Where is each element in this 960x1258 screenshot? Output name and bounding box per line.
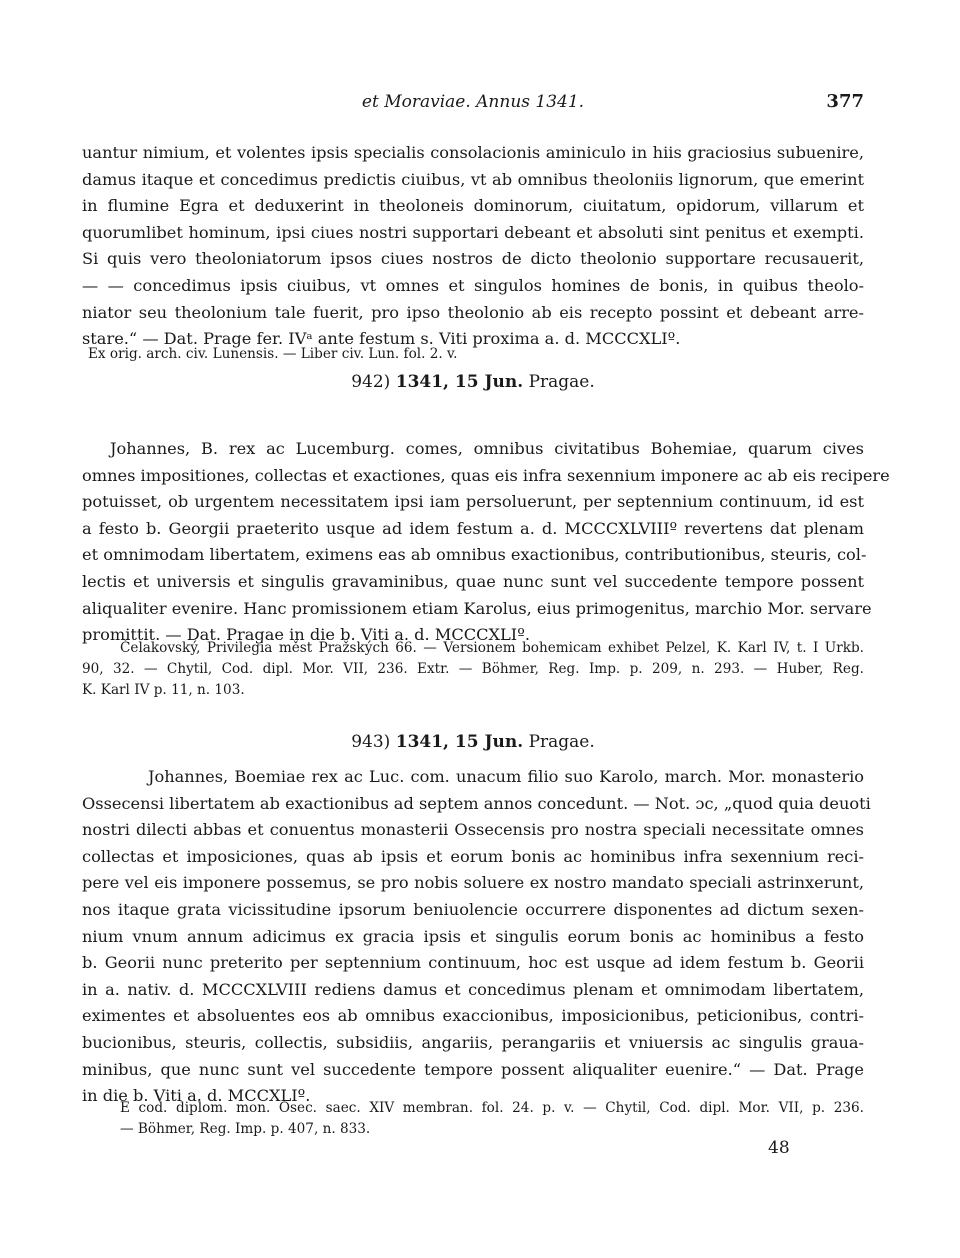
text-line: et omnimodam libertatem, eximens eas ab omnibus exactionibus, contributionibus, steuris, col- (82, 545, 867, 565)
text-line: potuisset, ob urgentem necessitatem ipsi iam persoluerunt, per septennium continuum, id est (82, 492, 864, 512)
doc-place: Pragae. (528, 732, 595, 752)
text-line: nium vnum annum adicimus ex gracia ipsis et singulis eorum bonis ac hominibus a festo (82, 926, 864, 946)
text-line: stare.“ — Dat. Prage fer. IVᵃ ante festum s. Viti proxima a. d. MCCCXLIº. (82, 329, 681, 349)
doc-number: 943) (351, 732, 391, 752)
page-number: 377 (826, 91, 864, 112)
text-line: omnes impositiones, collectas et exactiones, quas eis infra sexennium imponere ac ab eis recipere (82, 465, 890, 485)
document-page (82, 0, 890, 1258)
source-note: Čelakovský, Privilegia měst Pražských 66. — Versionem bohemicam exhibet Pelzel, K. Karl IV, t. I Urkb. (120, 640, 864, 656)
sheet-signature-number: 48 (768, 1138, 790, 1158)
text-line: lectis et universis et singulis gravaminibus, quae nunc sunt vel succedente tempore possent (82, 571, 864, 591)
continuation-text (82, 140, 864, 353)
text-line: niator seu theolonium tale fuerit, pro ipso theolonio ab eis recepto possint et debeant arre- (82, 302, 864, 322)
source-note: 90, 32. — Chytil, Cod. dipl. Mor. VII, 236. Extr. — Böhmer, Reg. Imp. p. 209, n. 293. — Huber, Reg. (82, 661, 864, 677)
doc-942-heading (82, 372, 864, 392)
text-line: aliqualiter evenire. Hanc promissionem etiam Karolus, eius primogenitus, marchio Mor. servare (82, 598, 872, 618)
doc-942-notes (82, 638, 864, 701)
text-line: nos itaque grata vicissitudine ipsorum beniuolencie occurrere disponentes ad dictum sexen- (82, 899, 864, 919)
text-line: minibus, que nunc sunt vel succedente tempore possent aliqualiter euenire.“ — Dat. Prage (82, 1059, 864, 1079)
text-line: Si quis vero theoloniatorum ipsos ciues nostros de dicto theolonio supportare recusauerit, (82, 249, 864, 269)
text-line: Johannes, Boemiae rex ac Luc. com. unacum filio suo Karolo, march. Mor. monasterio (148, 767, 864, 786)
running-title: et Moraviae. Annus 1341. (361, 92, 585, 112)
text-line: a festo b. Georgii praeterito usque ad idem festum a. d. MCCCXLVIIIº revertens dat plenam (82, 518, 864, 538)
text-line: eximentes et absoluentes eos ab omnibus exaccionibus, imposicionibus, peticionibus, contri- (82, 1006, 864, 1026)
text-line: damus itaque et concedimus predictis ciuibus, vt ab omnibus theoloniis lignorum, que emerint (82, 169, 864, 189)
source-note: K. Karl IV p. 11, n. 103. (82, 682, 245, 698)
doc-date: 1341, 15 Jun. (395, 732, 524, 752)
doc-date: 1341, 15 Jun. (395, 372, 524, 392)
source-note: E cod. diplom. mon. Osec. saec. XIV membran. fol. 24. p. v. — Chytil, Cod. dipl. Mor. VII, p. 236. (120, 1100, 864, 1116)
text-line: bucionibus, steuris, collectis, subsidiis, angariis, perangariis et vniuersis ac singulis graua- (82, 1032, 864, 1052)
text-line: Johannes, B. rex ac Lucemburg. comes, omnibus civitatibus Bohemiae, quarum cives (110, 439, 864, 458)
text-line: pere vel eis imponere possemus, se pro nobis soluere ex nostro mandato speciali astrinxerunt, (82, 873, 864, 893)
source-note: — Böhmer, Reg. Imp. p. 407, n. 833. (120, 1121, 371, 1137)
source-note: Ex orig. arch. civ. Lunensis. — Liber civ. Lun. fol. 2. v. (88, 346, 458, 362)
text-line: in a. nativ. d. MCCCXLVIII rediens damus et concedimus plenam et omnimodam libertatem, (82, 979, 864, 999)
doc-942-text (82, 436, 890, 649)
text-line: promittit. — Dat. Pragae in die b. Viti a. d. MCCCXLIº. (82, 625, 530, 645)
doc-place: Pragae. (528, 372, 595, 392)
doc-943-text (82, 764, 871, 1110)
text-line: Ossecensi libertatem ab exactionibus ad septem annos concedunt. — Not. ɔc, „quod quia deuoti (82, 793, 871, 813)
text-line: in die b. Viti a. d. MCCXLIº. (82, 1086, 311, 1106)
text-line: quorumlibet hominum, ipsi ciues nostri supportari debeant et absoluti sint penitus et exempti. (82, 222, 864, 242)
doc-number: 942) (351, 372, 391, 392)
doc-943-notes (82, 1098, 864, 1140)
doc-943-heading (82, 732, 864, 752)
continuation-source-note (82, 344, 864, 365)
text-line: uantur nimium, et volentes ipsis specialis consolacionis aminiculo in hiis graciosius subuenire, (82, 143, 864, 162)
running-head (82, 92, 864, 116)
text-line: — — concedimus ipsis ciuibus, vt omnes et singulos homines de bonis, in quibus theolo- (82, 275, 864, 295)
text-line: in flumine Egra et deduxerint in theoloneis dominorum, ciuitatum, opidorum, villarum et (82, 196, 864, 216)
text-line: collectas et imposiciones, quas ab ipsis et eorum bonis ac hominibus infra sexennium reci- (82, 846, 864, 866)
text-line: b. Georii nunc preterito per septennium continuum, hoc est usque ad idem festum b. Georii (82, 953, 864, 973)
text-line: nostri dilecti abbas et conuentus monasterii Ossecensis pro nostra speciali necessitate omnes (82, 820, 864, 840)
